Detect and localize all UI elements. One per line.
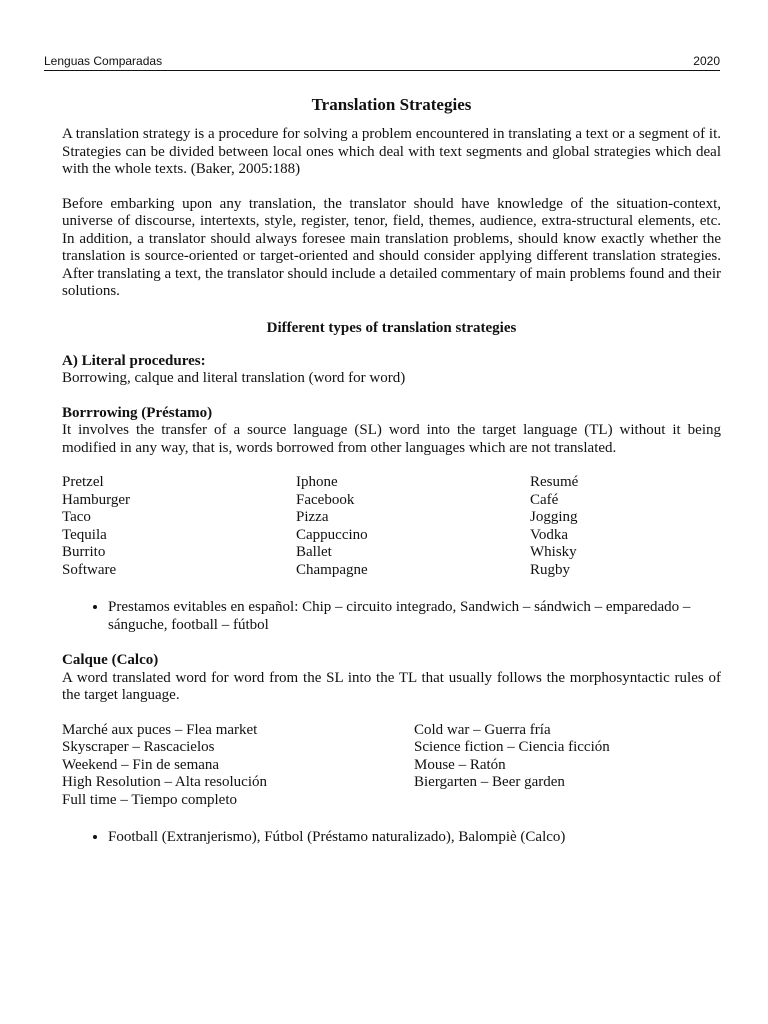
- intro-paragraph-2: Before embarking upon any translation, the translator should have knowledge of the situation-context, universe of discourse, intertexts, style, register, tenor, field, themes, audience, extra-structural elements, etc. In addition, a translator should always foresee main translation problems, should know exactly whether the translation is source-oriented or target-oriented and should consider applying different translation strategies. After translating a text, the translator should include a detailed commentary of main problems found and their solutions.: [62, 195, 721, 299]
- borrowing-column-3: [530, 474, 721, 579]
- calque-heading: Calque (Calco): [62, 652, 159, 668]
- calque-word-list: [62, 722, 721, 810]
- calque-column-2: [414, 722, 721, 810]
- list-item: Vodka: [530, 526, 569, 543]
- borrowing-bullets: [62, 599, 721, 634]
- calque-bullet: • Football (Extranjerismo), Fútbol (Préstamo naturalizado), Balompiè (Calco): [108, 829, 721, 847]
- list-item: Cold war – Guerra fría: [414, 721, 551, 738]
- document-title: Translation Strategies: [311, 95, 472, 114]
- list-item: Mouse – Ratón: [414, 756, 506, 773]
- list-item: Hamburger: [62, 491, 131, 508]
- borrowing-column-2: [296, 474, 530, 579]
- literal-heading: A) Literal procedures:: [62, 352, 206, 369]
- calque-column-1: [62, 722, 414, 810]
- intro-paragraph-1: A translation strategy is a procedure for solving a problem encountered in translating a text or a segment of it. Strategies can be divided between local ones which deal with text segments and global strategies which deal with the whole texts. (Baker, 2005:188): [62, 126, 721, 177]
- list-item: Cappuccino: [296, 526, 368, 543]
- course-name: Lenguas Comparadas: [44, 54, 163, 68]
- list-item: Ballet: [296, 544, 332, 560]
- list-item: Champagne: [296, 561, 368, 578]
- list-item: High Resolution – Alta resolución: [62, 774, 267, 790]
- list-item: Biergarten – Beer garden: [414, 774, 565, 790]
- list-item: Iphone: [296, 474, 338, 490]
- types-heading: Different types of translation strategies: [266, 319, 517, 336]
- list-item: Jogging: [530, 509, 578, 525]
- borrowing-column-1: [62, 474, 296, 579]
- year: 2020: [693, 54, 720, 68]
- list-item: Burrito: [62, 544, 106, 560]
- list-item: Pizza: [296, 509, 329, 525]
- document-body: [62, 94, 721, 865]
- list-item: Resumé: [530, 474, 579, 490]
- list-item: Taco: [62, 509, 91, 525]
- calque-text: A word translated word for word from the SL into the TL that usually follows the morphosyntactic rules of the target language.: [62, 669, 721, 703]
- list-item: Weekend – Fin de semana: [62, 756, 220, 773]
- list-item: Tequila: [62, 526, 107, 543]
- page-header: [44, 54, 720, 71]
- list-item: Rugby: [530, 561, 571, 578]
- borrowing-bullet: • Prestamos evitables en español: Chip – circuito integrado, Sandwich – sándwich – emparedado – sánguche, football – fútbol: [108, 599, 721, 634]
- calque-bullets: [62, 829, 721, 847]
- list-item: Skyscraper – Rascacielos: [62, 739, 215, 755]
- list-item: Software: [62, 561, 117, 578]
- list-item: Café: [530, 491, 559, 508]
- list-item: Pretzel: [62, 474, 104, 490]
- list-item: Marché aux puces – Flea market: [62, 721, 258, 738]
- borrowing-heading: Borrrowing (Préstamo): [62, 404, 213, 421]
- borrowing-word-list: [62, 474, 721, 579]
- list-item: Whisky: [530, 544, 577, 560]
- list-item: Science fiction – Ciencia ficción: [414, 739, 610, 755]
- list-item: Full time – Tiempo completo: [62, 791, 238, 808]
- borrowing-text: It involves the transfer of a source language (SL) word into the target language (TL) without it being modified in any way, that is, words borrowed from other languages which are not translated.: [62, 422, 721, 456]
- list-item: Facebook: [296, 491, 355, 508]
- literal-text: Borrowing, calque and literal translation (word for word): [62, 370, 406, 386]
